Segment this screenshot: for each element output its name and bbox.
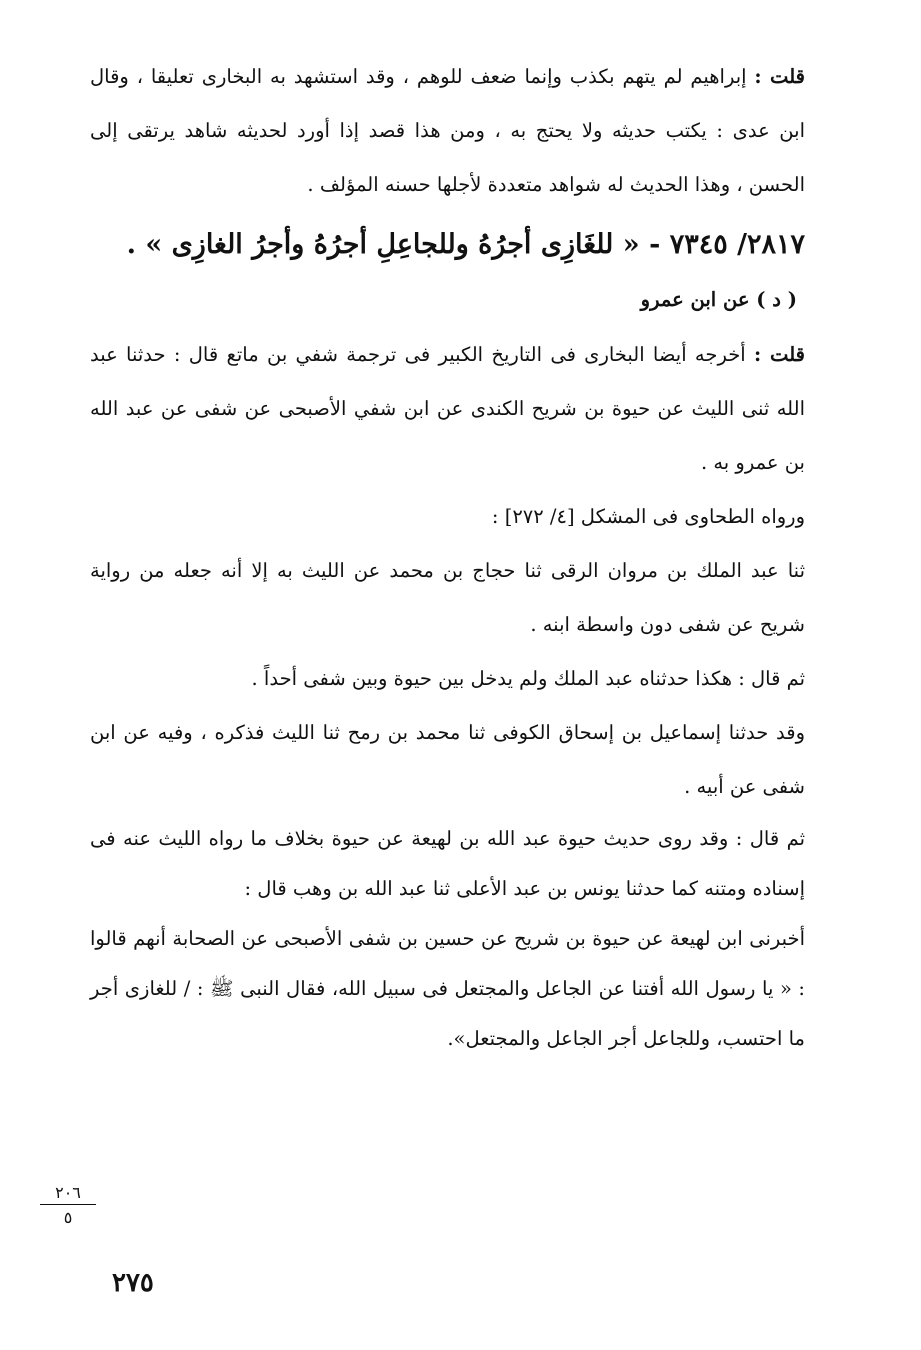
commentary-paragraph-2 [90, 328, 805, 490]
page-number: ٢٧٥ [112, 1268, 154, 1298]
qultu-label: قلت : [753, 343, 805, 366]
commentary-paragraph-1 [90, 50, 805, 212]
margin-folio-note [40, 1183, 96, 1227]
tahawi-reference-line: ورواه الطحاوى فى المشكل [٤/ ٢٧٢] : [491, 505, 805, 528]
margin-note-bottom: ٥ [63, 1208, 73, 1227]
page-body [90, 50, 805, 1064]
isnad-paragraph-2: ثم قال : هكذا حدثناه عبد الملك ولم يدخل بين حيوة وبين شفى أحداً . [251, 667, 805, 690]
isnad-paragraph-5: أخبرنى ابن لهيعة عن حيوة بن شريح عن حسين بن شفى الأصبحى عن الصحابة أنهم قالوا : « يا رسول الله أفتنا عن الجاعل والمجتعل فى سبيل الله، فقال النبى ﷺ : / للغازى أجر ما احتسب، وللجاعل أجر الجاعل والمجتعل». [90, 927, 805, 1050]
isnad-paragraph-4: ثم قال : وقد روى حديث حيوة عبد الله بن لهيعة عن حيوة بخلاف ما رواه الليث عنه فى إسناده ومتنه كما حدثنا يونس بن عبد الأعلى ثنا عبد الله بن وهب قال : [90, 827, 805, 900]
commentary-text: إبراهيم لم يتهم بكذب وإنما ضعف للوهم ، وقد استشهد به البخارى تعليقا ، وقال ابن عدى : يكتب حديثه ولا يحتج به ، ومن هذا قصد إذا أورد لحديثه شاهد يرتقى إلى الحسن ، وهذا الحديث له شواهد متعددة لأجلها حسنه المؤلف . [90, 65, 805, 196]
isnad-paragraph-1: ثنا عبد الملك بن مروان الرقى ثنا حجاج بن محمد عن الليث به إلا أنه جعله من رواية شريح عن شفى دون واسطة ابنه . [90, 559, 805, 636]
margin-note-top: ٢٠٦ [55, 1183, 81, 1202]
hadith-source-reference: ( د ) عن ابن عمرو [640, 288, 797, 311]
isnad-paragraph-3: وقد حدثنا إسماعيل بن إسحاق الكوفى ثنا محمد بن رمح ثنا الليث فذكره ، وفيه عن ابن شفى عن أبيه . [90, 721, 805, 798]
hadith-heading: ٢٨١٧/ ٧٣٤٥ - « للغَازِى أجرُهُ وللجاعِلِ أجرُهُ وأجرُ الغازِى » . [126, 229, 805, 260]
qultu-label: قلت : [754, 65, 805, 88]
commentary-text: أخرجه أيضا البخارى فى التاريخ الكبير فى ترجمة شفي بن ماتع قال : حدثنا عبد الله ثنى الليث عن حيوة بن شريح الكندى عن ابن شفي الأصبحى عن شفى عن عبد الله بن عمرو به . [90, 343, 805, 474]
margin-note-divider [40, 1204, 96, 1205]
